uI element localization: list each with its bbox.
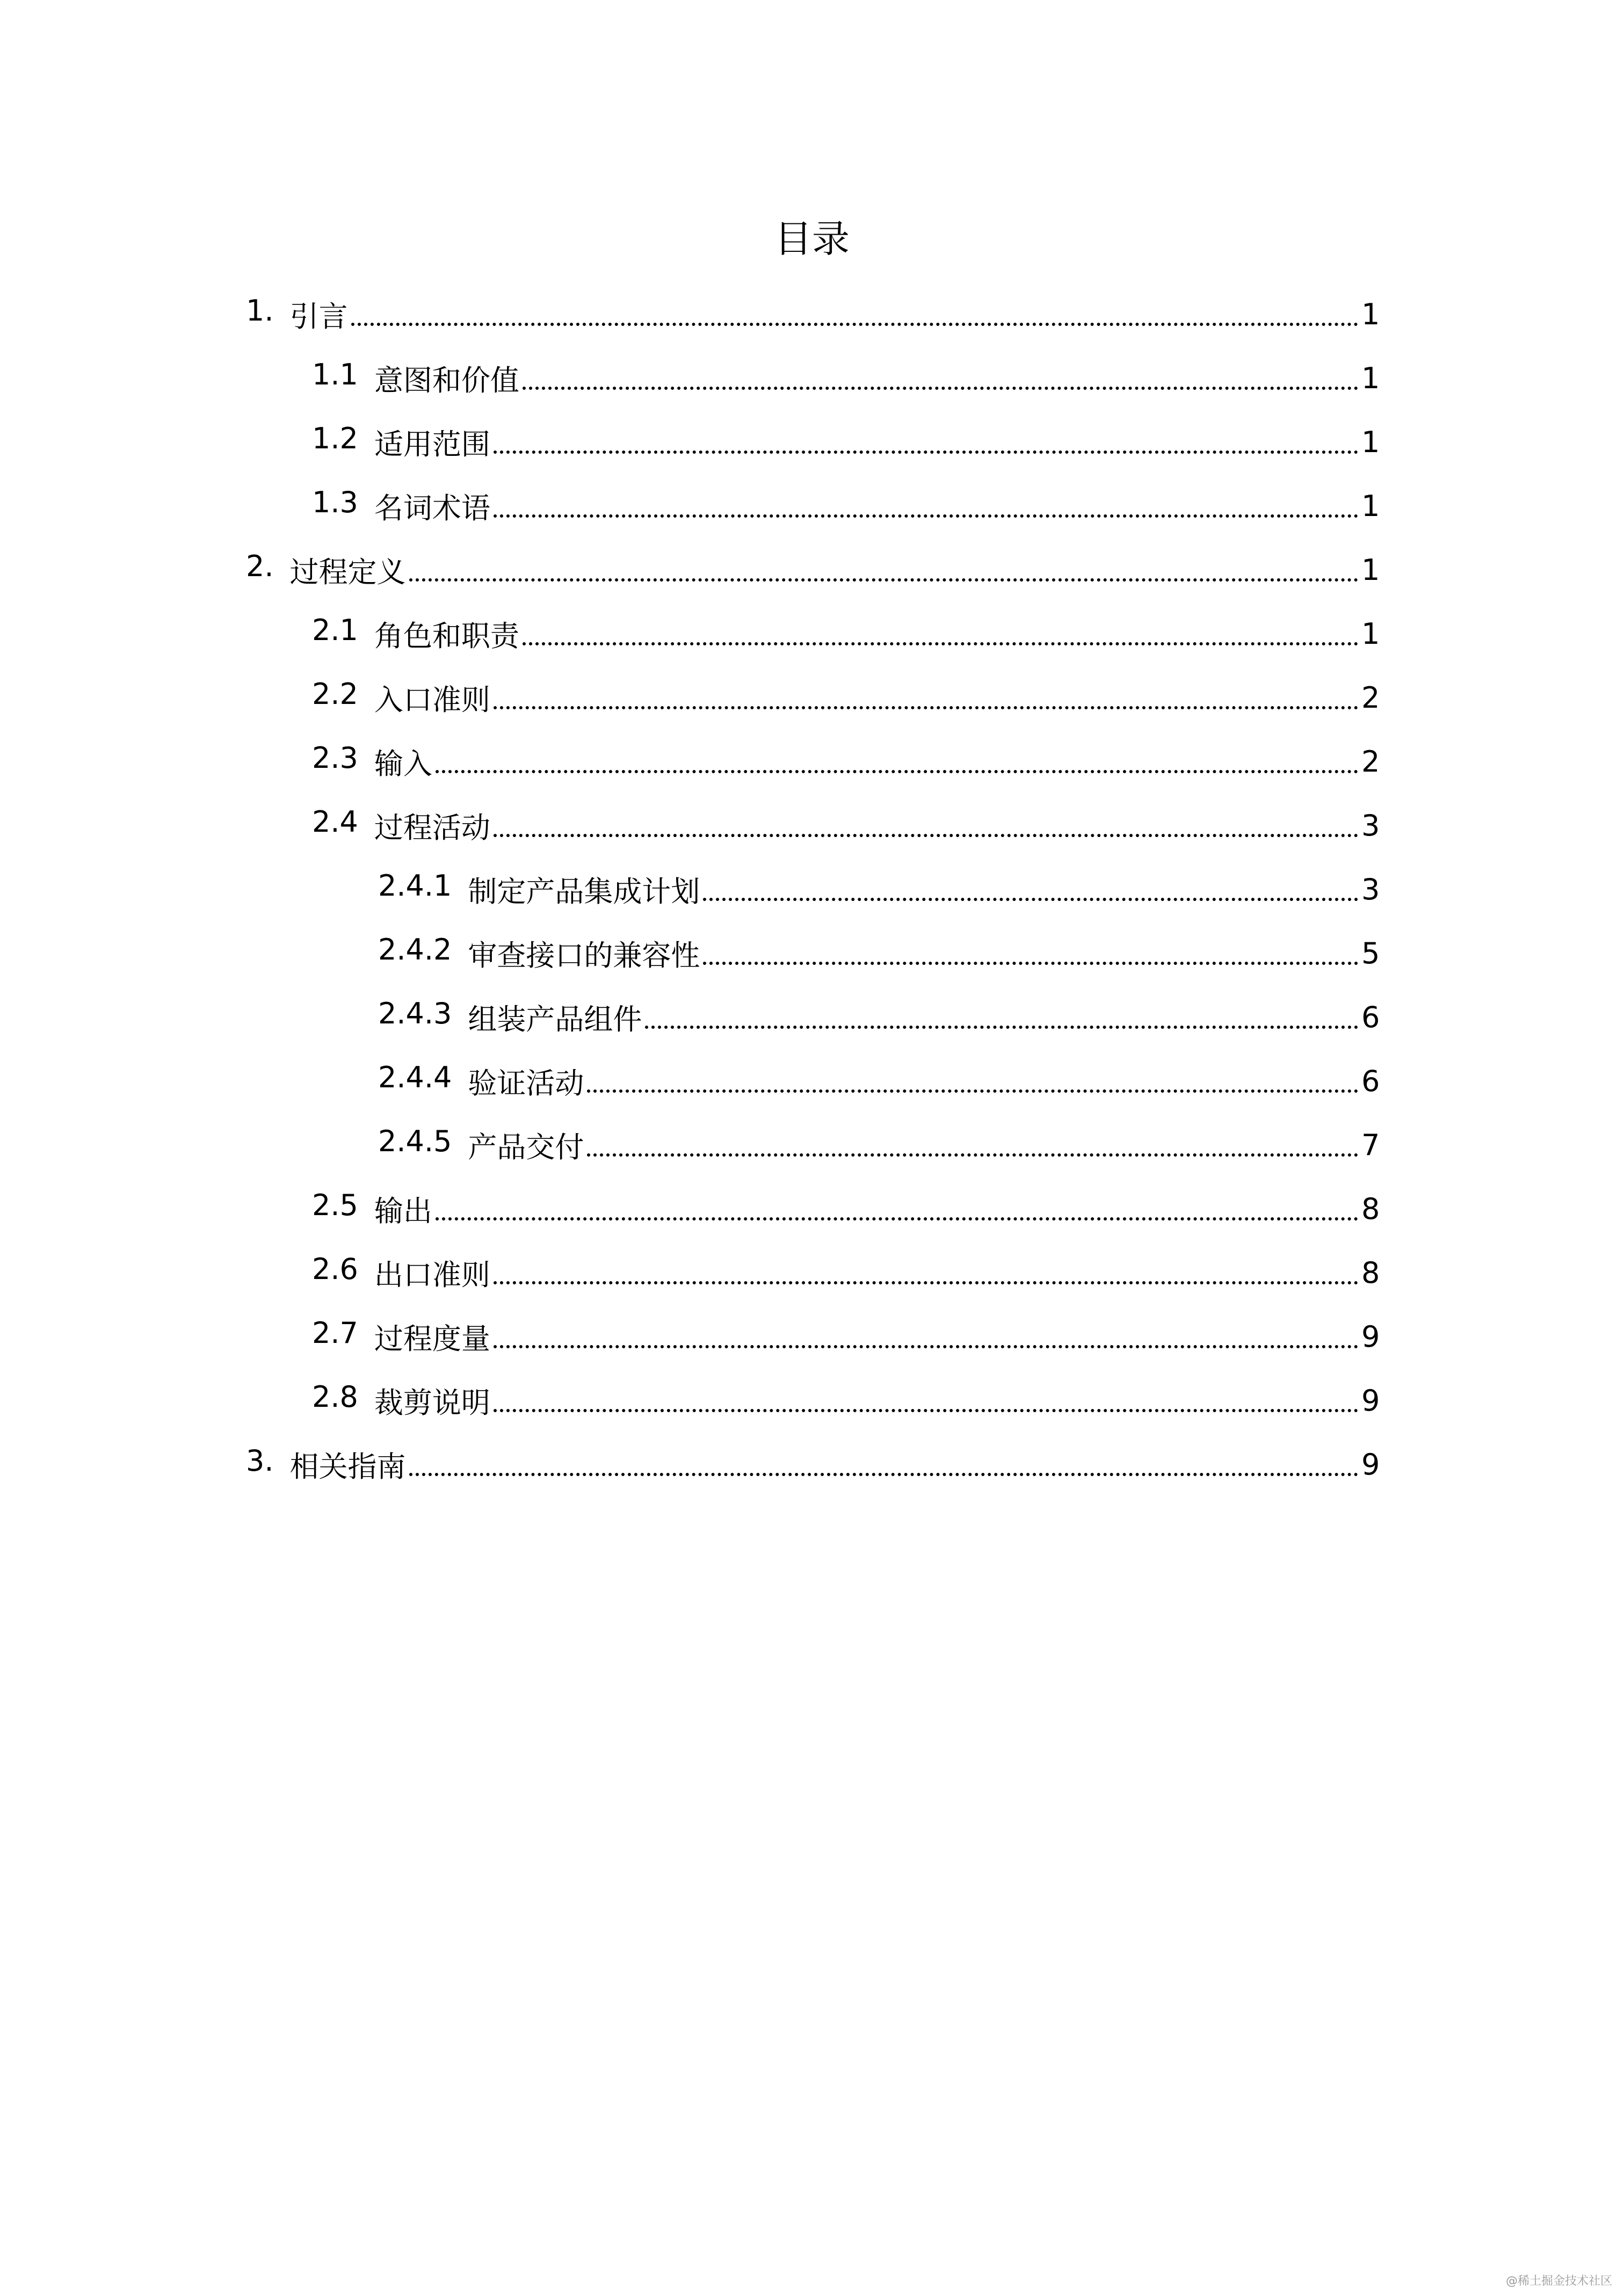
toc-entry-number: 2.4.4 — [378, 1060, 452, 1094]
toc-entry-label — [312, 1188, 432, 1230]
toc-entry-number: 2.4 — [312, 805, 358, 839]
toc-entry-page: 9 — [1361, 1448, 1380, 1481]
toc-entry-page: 1 — [1361, 361, 1380, 395]
toc-entry-label — [312, 741, 432, 782]
toc-entry-page: 6 — [1361, 1064, 1380, 1098]
toc-entry[interactable] — [0, 538, 1378, 602]
toc-entry-text: 意图和价值 — [374, 364, 519, 397]
dot-leader — [523, 642, 1358, 645]
toc-entry-label — [246, 1444, 406, 1485]
toc-entry-label — [378, 1060, 584, 1102]
toc-entry-number: 3. — [246, 1444, 274, 1478]
toc-entry-page: 1 — [1361, 425, 1380, 459]
table-of-contents — [0, 282, 1624, 1496]
toc-entry-page: 9 — [1361, 1320, 1380, 1354]
toc-entry-text: 过程定义 — [289, 555, 406, 589]
toc-entry-label — [312, 1252, 490, 1294]
toc-entry-number: 1.1 — [312, 358, 358, 391]
toc-entry-text: 输出 — [374, 1194, 432, 1228]
dot-leader — [409, 1473, 1358, 1476]
toc-entry-number: 2.4.5 — [378, 1124, 452, 1158]
dot-leader — [494, 834, 1358, 837]
toc-entry-label — [312, 1380, 490, 1421]
dot-leader — [494, 1409, 1358, 1412]
toc-entry-label — [246, 294, 348, 335]
toc-entry-label — [378, 997, 642, 1038]
toc-entry-page: 8 — [1361, 1256, 1380, 1290]
toc-entry-label — [246, 549, 406, 591]
toc-entry[interactable] — [0, 1241, 1378, 1305]
toc-entry-number: 2.4.3 — [378, 997, 452, 1030]
dot-leader — [494, 514, 1358, 518]
toc-entry[interactable] — [0, 985, 1378, 1049]
dot-leader — [587, 1153, 1358, 1157]
toc-entry-text: 制定产品集成计划 — [468, 875, 700, 909]
toc-entry-number: 2.4.1 — [378, 869, 452, 903]
toc-entry[interactable] — [0, 346, 1378, 410]
toc-entry-text: 入口准则 — [374, 683, 490, 717]
toc-entry[interactable] — [0, 730, 1378, 794]
toc-entry-number: 1.2 — [312, 422, 358, 455]
dot-leader — [645, 1026, 1358, 1029]
toc-entry-page: 3 — [1361, 873, 1380, 906]
toc-entry-text: 裁剪说明 — [374, 1386, 490, 1420]
dot-leader — [436, 770, 1358, 773]
dot-leader — [494, 706, 1358, 709]
toc-entry-page: 8 — [1361, 1192, 1380, 1226]
toc-entry-page: 2 — [1361, 745, 1380, 779]
toc-entry-page: 5 — [1361, 936, 1380, 970]
toc-entry-text: 名词术语 — [374, 491, 490, 525]
dot-leader — [409, 578, 1358, 582]
toc-entry-page: 6 — [1361, 1000, 1380, 1034]
toc-entry[interactable] — [0, 1049, 1378, 1113]
toc-entry-number: 1. — [246, 294, 274, 328]
toc-entry[interactable] — [0, 1305, 1378, 1369]
dot-leader — [494, 1345, 1358, 1348]
toc-entry[interactable] — [0, 666, 1378, 730]
toc-entry-text: 过程度量 — [374, 1322, 490, 1356]
toc-entry-text: 引言 — [289, 300, 348, 333]
toc-entry-text: 相关指南 — [289, 1450, 406, 1484]
dot-leader — [703, 962, 1358, 965]
toc-entry[interactable] — [0, 602, 1378, 666]
toc-entry-number: 1.3 — [312, 485, 358, 519]
toc-entry[interactable] — [0, 410, 1378, 474]
toc-entry-text: 输入 — [374, 747, 432, 781]
toc-entry-label — [312, 422, 490, 463]
toc-entry-text: 适用范围 — [374, 427, 490, 461]
toc-entry[interactable] — [0, 1433, 1378, 1496]
toc-entry-text: 产品交付 — [468, 1130, 584, 1164]
toc-entry-label — [312, 485, 490, 527]
watermark: @稀土掘金技术社区 — [1505, 2275, 1612, 2288]
toc-entry-label — [312, 677, 490, 718]
dot-leader — [587, 1089, 1358, 1093]
toc-entry-label — [312, 1316, 490, 1357]
dot-leader — [494, 1281, 1358, 1284]
toc-entry-number: 2.7 — [312, 1316, 358, 1350]
toc-entry[interactable] — [0, 794, 1378, 858]
dot-leader — [436, 1217, 1358, 1220]
toc-entry-label — [312, 613, 519, 655]
dot-leader — [703, 898, 1358, 901]
toc-entry-number: 2.2 — [312, 677, 358, 711]
toc-entry-page: 1 — [1361, 617, 1380, 651]
toc-entry-number: 2.4.2 — [378, 933, 452, 967]
dot-leader — [494, 451, 1358, 454]
toc-entry[interactable] — [0, 474, 1378, 538]
toc-entry-text: 角色和职责 — [374, 619, 519, 653]
dot-leader — [351, 323, 1358, 326]
toc-entry-page: 1 — [1361, 489, 1380, 523]
toc-entry-label — [378, 869, 700, 910]
toc-entry-number: 2.6 — [312, 1252, 358, 1286]
toc-entry[interactable] — [0, 282, 1378, 346]
toc-entry-label — [378, 1124, 584, 1166]
toc-entry-number: 2.5 — [312, 1188, 358, 1222]
toc-entry-page: 9 — [1361, 1384, 1380, 1418]
toc-entry-label — [378, 933, 700, 974]
toc-entry-text: 验证活动 — [468, 1066, 584, 1100]
toc-entry-number: 2. — [246, 549, 274, 583]
toc-entry-text: 组装产品组件 — [468, 1002, 642, 1036]
toc-entry-page: 1 — [1361, 297, 1380, 331]
toc-entry[interactable] — [0, 1113, 1378, 1177]
toc-entry-number: 2.1 — [312, 613, 358, 647]
toc-entry[interactable] — [0, 1369, 1378, 1433]
toc-entry-text: 审查接口的兼容性 — [468, 939, 700, 972]
toc-entry-number: 2.8 — [312, 1380, 358, 1414]
toc-entry-text: 出口准则 — [374, 1258, 490, 1292]
toc-entry-number: 2.3 — [312, 741, 358, 775]
toc-entry-page: 1 — [1361, 553, 1380, 587]
toc-entry[interactable] — [0, 921, 1378, 985]
toc-entry-text: 过程活动 — [374, 811, 490, 845]
dot-leader — [523, 387, 1358, 390]
toc-entry-page: 3 — [1361, 809, 1380, 842]
toc-entry-label — [312, 805, 490, 846]
toc-entry-page: 7 — [1361, 1128, 1380, 1162]
toc-entry[interactable] — [0, 1177, 1378, 1241]
toc-entry-page: 2 — [1361, 681, 1380, 715]
toc-entry[interactable] — [0, 858, 1378, 921]
page-title: 目录 — [774, 217, 850, 261]
toc-entry-label — [312, 358, 519, 399]
